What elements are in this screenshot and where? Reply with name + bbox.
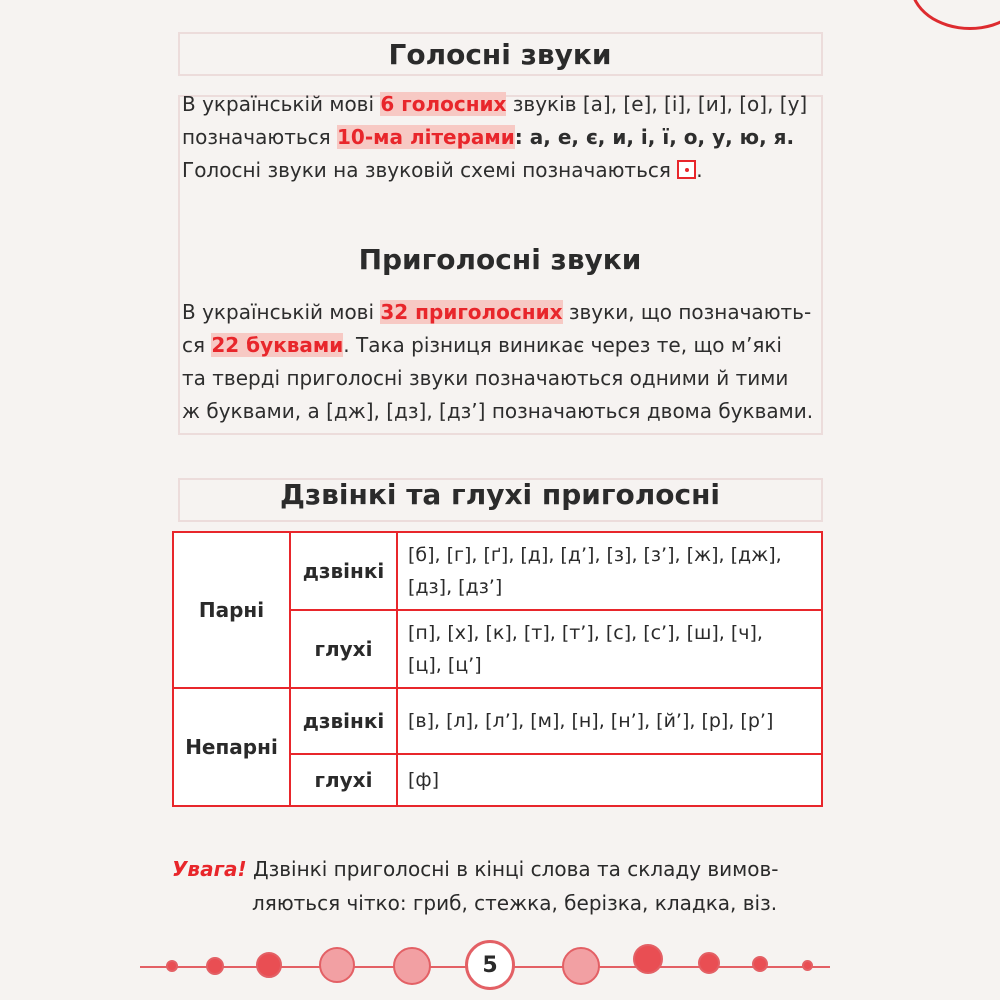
warning-label: Увага!: [172, 857, 247, 881]
paired-voiceless-sounds: [397, 610, 822, 688]
text: В українській мові: [182, 92, 381, 116]
vowels-paragraph: [182, 88, 832, 187]
voiced-label: дзвінкі: [290, 688, 397, 754]
text: ся: [182, 333, 212, 357]
vowel-dot-box-icon: [677, 160, 696, 179]
footer-dot: [256, 952, 282, 978]
vowel-letters: : а, е, є, и, і, ї, о, у, ю, я.: [514, 125, 795, 149]
footer-dot: [393, 947, 431, 985]
sounds-line: [ц], [ц’]: [408, 654, 482, 676]
consonants-heading: Приголосні звуки: [358, 243, 642, 276]
consonants-line-4: ж буквами, а [дж], [дз], [дз’] позначаються двома буквами.: [182, 399, 814, 423]
sounds-line: [б], [г], [ґ], [д], [д’], [з], [з’], [ж], [дж],: [408, 544, 782, 566]
consonant-letter-count: 22 буквами: [211, 333, 344, 357]
unpaired-voiceless-sounds: [ф]: [397, 754, 822, 806]
consonants-table: [172, 531, 823, 807]
paired-label: Парні: [173, 532, 290, 688]
warning-line-1: [172, 852, 812, 886]
vowels-heading: Голосні звуки: [388, 38, 612, 71]
footer-dot: [633, 944, 663, 974]
vowels-line-3: Голосні звуки на звуковій схемі позначаються .: [182, 158, 703, 182]
corner-decoration: [910, 0, 1000, 30]
warning-line-2: ляються чітко: гриб, стежка, берізка, кладка, віз.: [252, 891, 778, 915]
text: Дзвінкі приголосні в кінці слова та складу вимов-: [246, 857, 779, 881]
sounds-line: [п], [х], [к], [т], [т’], [с], [с’], [ш], [ч],: [408, 622, 763, 644]
footer-dot: [166, 960, 178, 972]
sounds-line: [дз], [дз’]: [408, 576, 503, 598]
text: Голосні звуки на звуковій схемі позначаються: [182, 158, 678, 182]
text: . Така різниця виникає через те, що м’які: [343, 333, 782, 357]
page-number: 5: [465, 940, 515, 990]
footer-dot: [698, 952, 720, 974]
voiced-heading: Дзвінкі та глухі приголосні: [279, 478, 721, 511]
vowel-count: 6 голосних: [380, 92, 507, 116]
letter-count: 10-ма літерами: [337, 125, 515, 149]
table-row: [173, 532, 822, 610]
text: звуків [а], [е], [і], [и], [о], [у]: [506, 92, 808, 116]
consonants-line-2: [182, 329, 832, 362]
consonant-count: 32 приголосних: [380, 300, 563, 324]
vowels-line-1: [182, 88, 832, 121]
vowels-line-2: [182, 121, 832, 154]
unpaired-voiced-sounds: [в], [л], [л’], [м], [н], [н’], [й’], [р], [р’]: [397, 688, 822, 754]
unpaired-label: Непарні: [173, 688, 290, 806]
text: позначаються: [182, 125, 338, 149]
table-row: [173, 688, 822, 754]
footer-dot: [206, 957, 224, 975]
footer-dot: [752, 956, 768, 972]
consonants-line-3: та тверді приголосні звуки позначаються одними й тими: [182, 366, 789, 390]
voiceless-label: глухі: [290, 754, 397, 806]
text: звуки, що позначають-: [562, 300, 812, 324]
consonants-line-1: [182, 296, 832, 329]
voiceless-label: глухі: [290, 610, 397, 688]
warning-note: [172, 852, 812, 920]
paired-voiced-sounds: [397, 532, 822, 610]
consonants-paragraph: [182, 296, 832, 428]
text: В українській мові: [182, 300, 381, 324]
footer-dot: [802, 960, 813, 971]
voiced-label: дзвінкі: [290, 532, 397, 610]
footer-dot: [319, 947, 355, 983]
footer-dot: [562, 947, 600, 985]
